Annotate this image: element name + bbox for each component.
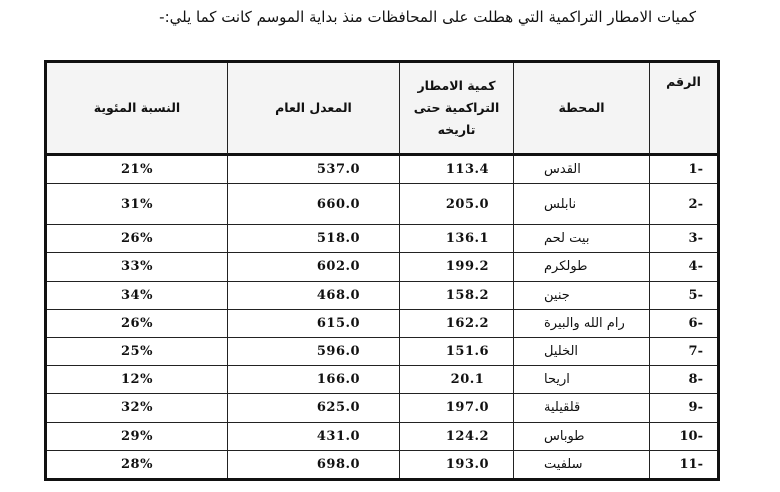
row-number: -9 [688,400,703,416]
cumulative-rainfall: 205.0 [445,196,490,212]
row-number-cell [649,423,717,451]
cumulative-rainfall: 197.0 [445,400,490,416]
station-name: نابلس [544,196,577,212]
cumulative-rainfall: 113.4 [445,162,490,178]
general-average-cell [227,184,399,225]
station-name-cell [513,253,649,281]
station-name-cell [513,225,649,253]
percentage: 26% [121,315,153,331]
station-name-cell [513,184,649,225]
row-number: -3 [688,231,703,247]
page-heading: كميات الامطار التراكمية التي هطلت على المحافظات منذ بداية الموسم كانت كما يلي:- [159,8,696,26]
table-row [47,253,717,281]
table-row [47,225,717,253]
header-number: الرقم [649,63,717,156]
general-average-cell [227,225,399,253]
cumulative-rainfall-cell [399,338,513,366]
station-name: رام الله والبيرة [544,315,625,331]
row-number: -11 [679,456,703,472]
row-number: -1 [688,162,703,178]
station-name: الخليل [544,344,579,360]
cumulative-rainfall: 20.1 [450,372,485,388]
row-number: -2 [688,196,703,212]
table-row [47,338,717,366]
general-average: 698.0 [316,456,361,472]
station-name-cell [513,282,649,310]
cumulative-rainfall: 199.2 [445,259,490,275]
row-number-cell [649,282,717,310]
row-number-cell [649,394,717,422]
station-name: جنين [544,287,570,303]
station-name: طولكرم [544,259,588,275]
percentage-cell [47,282,227,310]
percentage-cell [47,394,227,422]
general-average-cell [227,394,399,422]
percentage-cell [47,338,227,366]
cumulative-rainfall: 124.2 [445,428,490,444]
percentage: 34% [121,287,153,303]
station-name-cell [513,156,649,184]
station-name: سلفيت [544,456,583,472]
general-average: 468.0 [316,287,361,303]
header-percentage: النسبة المئوية [47,63,227,156]
percentage: 31% [121,196,153,212]
station-name-cell [513,310,649,338]
table-row [47,310,717,338]
station-name-cell [513,423,649,451]
percentage-cell [47,451,227,478]
cumulative-rainfall-cell [399,184,513,225]
cumulative-rainfall: 151.6 [445,344,490,360]
table-body [47,156,717,478]
station-name-cell [513,394,649,422]
percentage-cell [47,184,227,225]
header-cumulative-rainfall: كمية الامطار التراكمية حتى تاريخه [399,63,513,156]
percentage-cell [47,423,227,451]
percentage: 21% [121,162,153,178]
row-number-cell [649,156,717,184]
cumulative-rainfall-cell [399,282,513,310]
general-average-cell [227,310,399,338]
general-average: 518.0 [316,231,361,247]
general-average-cell [227,366,399,394]
general-average: 625.0 [316,400,361,416]
table-row [47,156,717,184]
percentage-cell [47,156,227,184]
row-number: -10 [679,428,703,444]
row-number-cell [649,451,717,478]
row-number: -4 [688,259,703,275]
table-row [47,184,717,225]
general-average-cell [227,282,399,310]
cumulative-rainfall-cell [399,394,513,422]
percentage: 29% [121,428,153,444]
percentage-cell [47,366,227,394]
table-row [47,282,717,310]
rainfall-table [44,60,720,481]
row-number-cell [649,225,717,253]
percentage: 12% [121,372,153,388]
percentage: 28% [121,456,153,472]
station-name: بيت لحم [544,231,590,247]
cumulative-rainfall-cell [399,156,513,184]
row-number-cell [649,338,717,366]
general-average: 660.0 [316,196,361,212]
general-average-cell [227,451,399,478]
table-row [47,423,717,451]
cumulative-rainfall-cell [399,253,513,281]
row-number: -7 [688,344,703,360]
station-name-cell [513,366,649,394]
cumulative-rainfall: 158.2 [445,287,490,303]
percentage: 33% [121,259,153,275]
row-number: -5 [688,287,703,303]
cumulative-rainfall: 193.0 [445,456,490,472]
general-average: 431.0 [316,428,361,444]
station-name-cell [513,451,649,478]
percentage: 25% [121,344,153,360]
cumulative-rainfall-cell [399,366,513,394]
table-header-row [47,63,717,156]
general-average-cell [227,423,399,451]
station-name: القدس [544,162,581,178]
station-name: طوباس [544,428,585,444]
table-row [47,451,717,478]
row-number-cell [649,310,717,338]
general-average: 596.0 [316,344,361,360]
cumulative-rainfall: 162.2 [445,315,490,331]
cumulative-rainfall-cell [399,423,513,451]
row-number-cell [649,184,717,225]
header-station: المحطة [513,63,649,156]
row-number: -8 [688,372,703,388]
general-average-cell [227,253,399,281]
station-name: اريحا [544,372,570,388]
cumulative-rainfall-cell [399,451,513,478]
percentage-cell [47,253,227,281]
row-number-cell [649,253,717,281]
percentage-cell [47,225,227,253]
general-average: 537.0 [316,162,361,178]
percentage-cell [47,310,227,338]
station-name-cell [513,338,649,366]
general-average-cell [227,338,399,366]
general-average: 615.0 [316,315,361,331]
general-average: 602.0 [316,259,361,275]
general-average: 166.0 [316,372,361,388]
cumulative-rainfall: 136.1 [445,231,490,247]
table-row [47,366,717,394]
row-number-cell [649,366,717,394]
percentage: 32% [121,400,153,416]
general-average-cell [227,156,399,184]
header-general-average: المعدل العام [227,63,399,156]
cumulative-rainfall-cell [399,310,513,338]
percentage: 26% [121,231,153,247]
row-number: -6 [688,315,703,331]
station-name: قلقيلية [544,400,581,416]
table-row [47,394,717,422]
cumulative-rainfall-cell [399,225,513,253]
